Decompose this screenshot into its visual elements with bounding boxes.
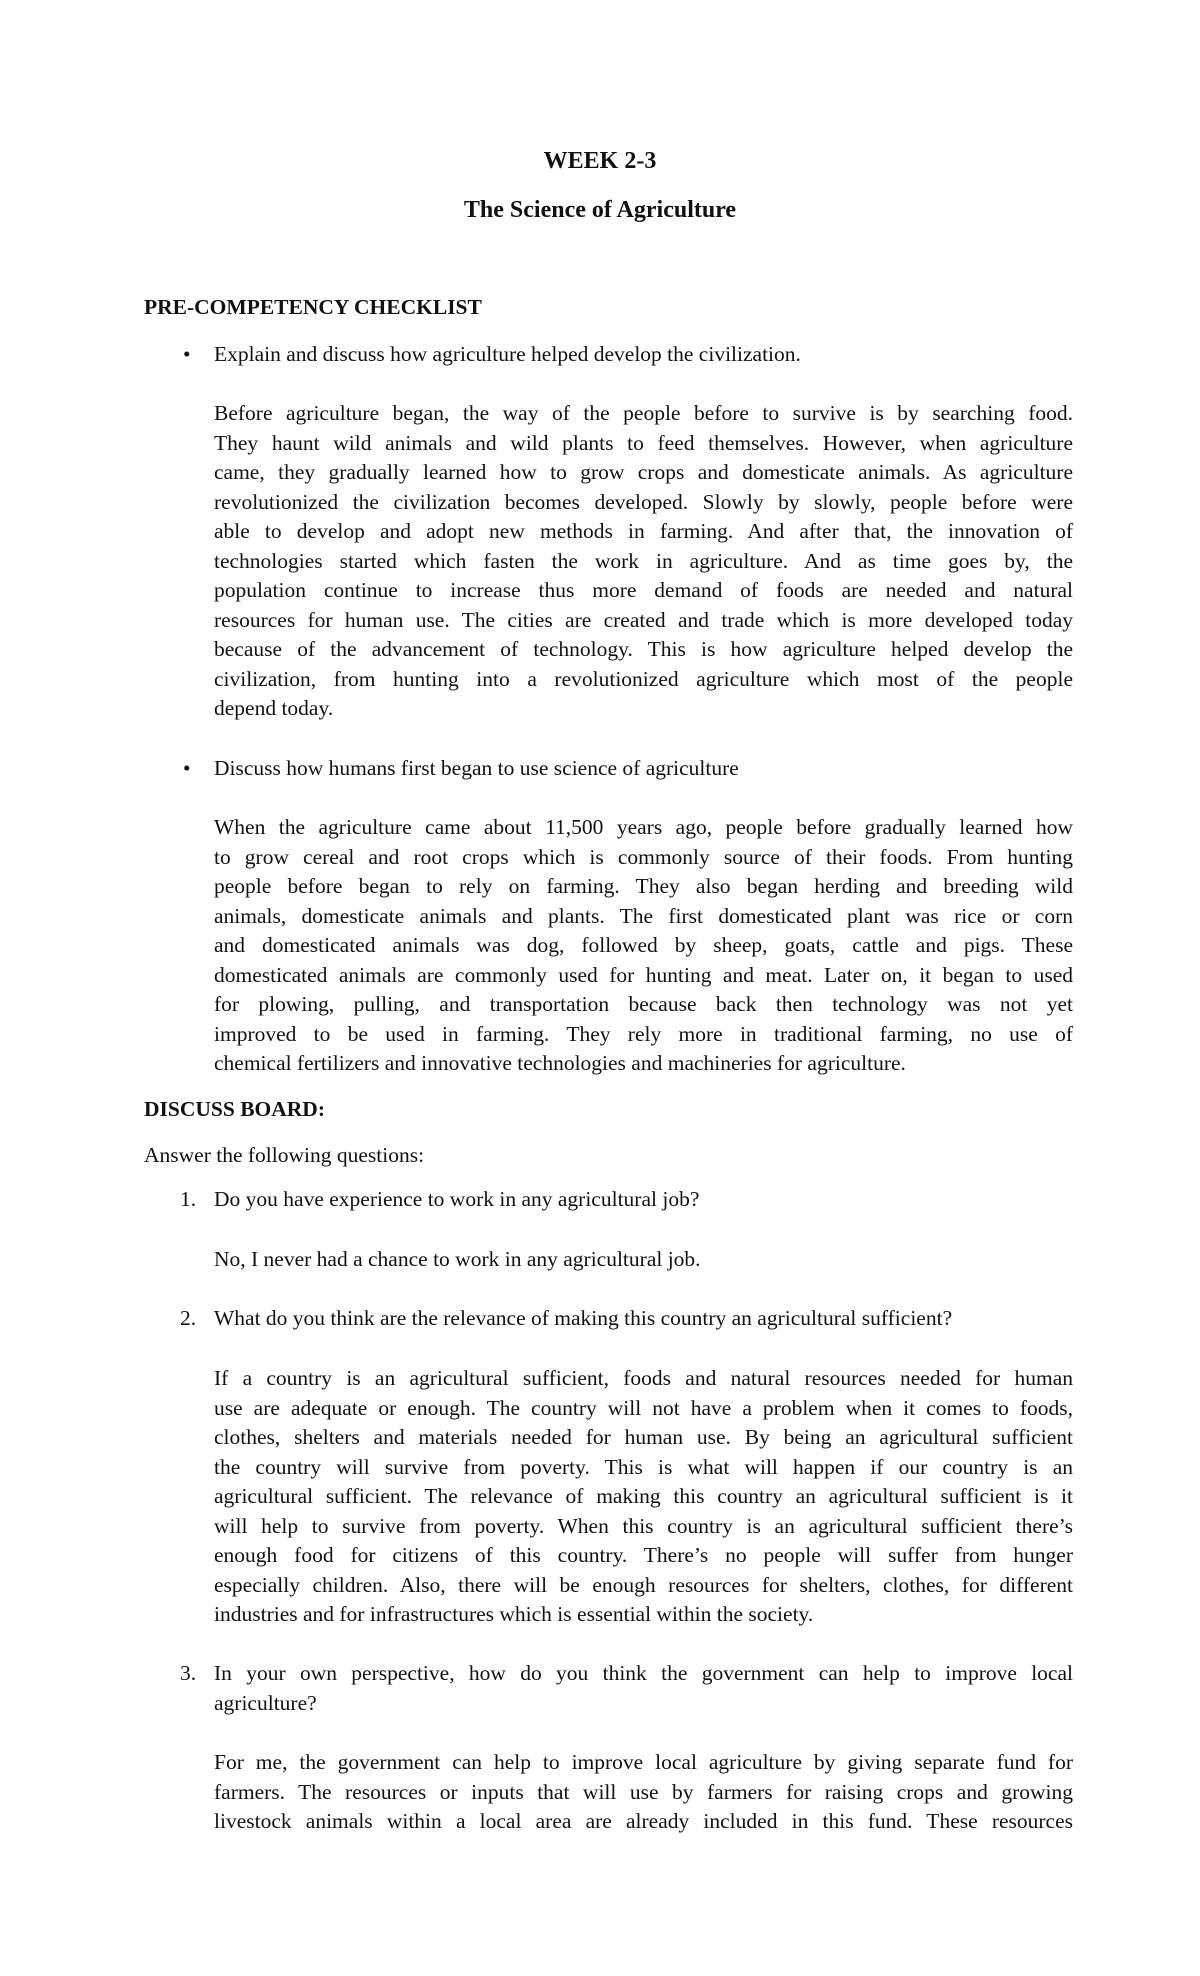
text-line: animals, domesticate animals and plants. The first domesticated plant was rice or corn	[214, 903, 1073, 928]
question-2	[214, 1304, 1073, 1334]
text-line: use are adequate or enough. The country will not have a problem when it comes to foods,	[214, 1395, 1073, 1420]
text-line: to grow cereal and root crops which is commonly source of their foods. From hunting	[214, 844, 1073, 869]
text-line: What do you think are the relevance of making this country an agricultural sufficient?	[214, 1306, 953, 1330]
question-number-2: 2.	[180, 1306, 197, 1330]
question-1	[214, 1185, 1073, 1215]
bullet-icon: •	[183, 756, 191, 780]
text-line: especially children. Also, there will be enough resources for shelters, clothes, for different	[214, 1572, 1073, 1597]
text-line: When the agriculture came about 11,500 years ago, people before gradually learned how	[214, 815, 1073, 839]
text-line: enough food for citizens of this country. There’s no people will suffer from hunger	[214, 1543, 1073, 1567]
text-line: civilization, from hunting into a revolutionized agriculture which most of the people	[214, 666, 1073, 691]
text-line: Do you have experience to work in any agricultural job?	[214, 1187, 700, 1211]
text-line: resources for human use. The cities are created and trade which is more developed today	[214, 607, 1073, 632]
checklist-answer-2	[214, 813, 1073, 1079]
text-line: because of the advancement of technology. This is how agriculture helped develop the	[214, 637, 1073, 661]
text-line: industries and for infrastructures which is essential within the society.	[214, 1602, 814, 1626]
checklist-item-1: Explain and discuss how agriculture helped develop the civilization.	[214, 342, 801, 366]
text-line: clothes, shelters and materials needed for human use. By being an agricultural sufficient	[214, 1425, 1073, 1449]
text-line: domesticated animals are commonly used for hunting and meat. Later on, it began to used	[214, 962, 1073, 987]
text-line: revolutionized the civilization becomes developed. Slowly by slowly, people before were	[214, 489, 1073, 514]
text-line: Before agriculture began, the way of the people before to survive is by searching food.	[214, 401, 1073, 425]
text-line: technologies started which fasten the work in agriculture. And as time goes by, the	[214, 548, 1073, 573]
text-line: They haunt wild animals and wild plants to feed themselves. However, when agriculture	[214, 430, 1073, 455]
text-line: livestock animals within a local area are already included in this fund. These resources	[214, 1809, 1073, 1833]
text-line: chemical fertilizers and innovative technologies and machineries for agriculture.	[214, 1051, 906, 1075]
answer-3	[214, 1748, 1073, 1837]
discuss-heading: DISCUSS BOARD:	[144, 1097, 325, 1121]
page-title: WEEK 2-3	[543, 148, 657, 174]
checklist-item-2: Discuss how humans first began to use science of agriculture	[214, 756, 739, 780]
question-3	[214, 1659, 1073, 1718]
question-number-3: 3.	[180, 1661, 197, 1685]
text-line: the country will survive from poverty. This is what will happen if our country is an	[214, 1454, 1073, 1479]
text-line: for plowing, pulling, and transportation because back then technology was not yet	[214, 992, 1073, 1016]
text-line: For me, the government can help to improve local agriculture by giving separate fund for	[214, 1750, 1073, 1774]
text-line: depend today.	[214, 696, 334, 720]
text-line: farmers. The resources or inputs that will use by farmers for raising crops and growing	[214, 1779, 1073, 1804]
question-number-1: 1.	[180, 1187, 197, 1211]
text-line: population continue to increase thus more demand of foods are needed and natural	[214, 578, 1073, 602]
bullet-icon: •	[183, 342, 191, 366]
text-line: will help to survive from poverty. When this country is an agricultural sufficient there’s	[214, 1513, 1073, 1538]
page-subtitle: The Science of Agriculture	[463, 197, 737, 223]
text-line: and domesticated animals was dog, followed by sheep, goats, cattle and pigs. These	[214, 933, 1073, 957]
answer-2	[214, 1364, 1073, 1630]
text-line: No, I never had a chance to work in any agricultural job.	[214, 1247, 701, 1271]
text-line: improved to be used in farming. They rely more in traditional farming, no use of	[214, 1021, 1073, 1046]
text-line: agricultural sufficient. The relevance of making this country an agricultural sufficient is it	[214, 1484, 1073, 1508]
instruction: Answer the following questions:	[144, 1143, 425, 1167]
text-line: came, they gradually learned how to grow crops and domesticate animals. As agriculture	[214, 460, 1073, 484]
text-line: In your own perspective, how do you think the government can help to improve local	[214, 1661, 1073, 1685]
checklist-answer-1	[214, 399, 1073, 724]
text-line: able to develop and adopt new methods in farming. And after that, the innovation of	[214, 519, 1073, 543]
text-line: agriculture?	[214, 1690, 317, 1715]
checklist-heading: PRE-COMPETENCY CHECKLIST	[144, 295, 482, 319]
answer-1	[214, 1245, 1073, 1275]
text-line: If a country is an agricultural sufficient, foods and natural resources needed for human	[214, 1366, 1073, 1390]
text-line: people before began to rely on farming. They also began herding and breeding wild	[214, 874, 1073, 898]
